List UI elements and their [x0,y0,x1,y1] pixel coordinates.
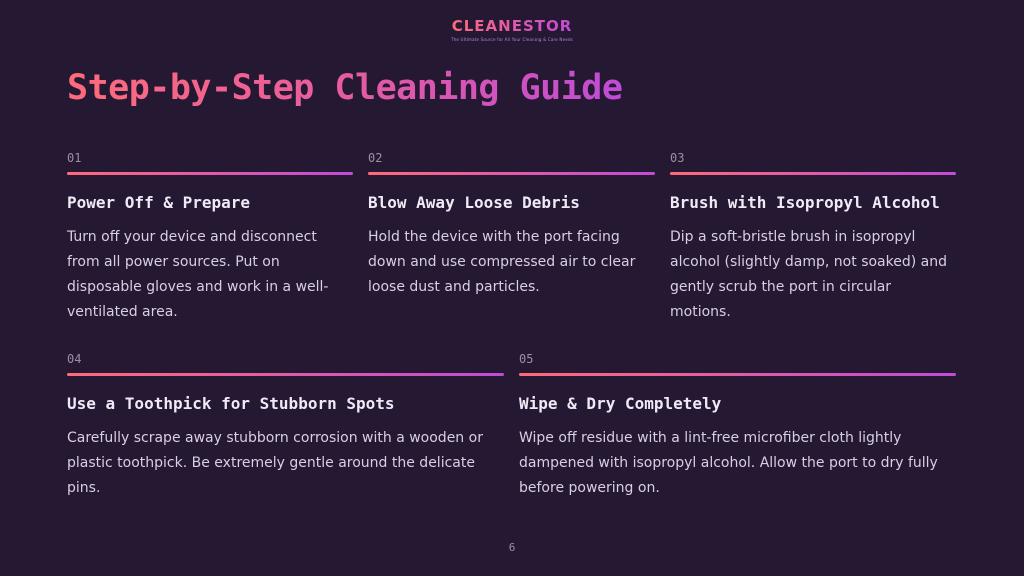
step-title: Blow Away Loose Debris [368,193,580,212]
page-number: 6 [508,541,516,554]
step-divider [519,373,956,376]
step-card-3 [670,151,956,325]
step-description: Hold the device with the port facing down and use compressed air to clear loose dust and particles. [368,229,636,295]
step-divider [670,172,956,175]
step-card-4 [67,352,504,501]
step-title: Brush with Isopropyl Alcohol [670,193,940,212]
step-divider [67,172,353,175]
step-card-5 [519,352,956,501]
logo [0,16,1024,42]
step-divider [67,373,504,376]
logo-wordmark: CLEANESTOR [451,17,573,35]
step-card-1 [67,151,353,325]
step-description: Wipe off residue with a lint-free microfiber cloth lightly dampened with isopropyl alcohol. Allow the port to dry fully before powering on. [519,430,938,496]
step-description: Dip a soft-bristle brush in isopropyl alcohol (slightly damp, not soaked) and gently scrub the port in circular motions. [670,229,947,320]
step-number: 01 [67,151,82,165]
page-title: Step-by-Step Cleaning Guide [67,68,623,108]
step-number: 05 [519,352,534,366]
step-number: 04 [67,352,82,366]
step-number: 02 [368,151,383,165]
step-title: Wipe & Dry Completely [519,394,722,413]
step-divider [368,172,655,175]
step-card-2 [368,151,655,300]
step-description: Carefully scrape away stubborn corrosion with a wooden or plastic toothpick. Be extremely gentle around the delicate pins. [67,430,483,496]
step-title: Use a Toothpick for Stubborn Spots [67,394,395,413]
logo-tagline: The Ultimate Source for All Your Cleaning & Care Needs [451,37,573,42]
step-description: Turn off your device and disconnect from all power sources. Put on disposable gloves and work in a well-ventilated area. [67,229,329,320]
step-title: Power Off & Prepare [67,193,251,212]
step-number: 03 [670,151,685,165]
